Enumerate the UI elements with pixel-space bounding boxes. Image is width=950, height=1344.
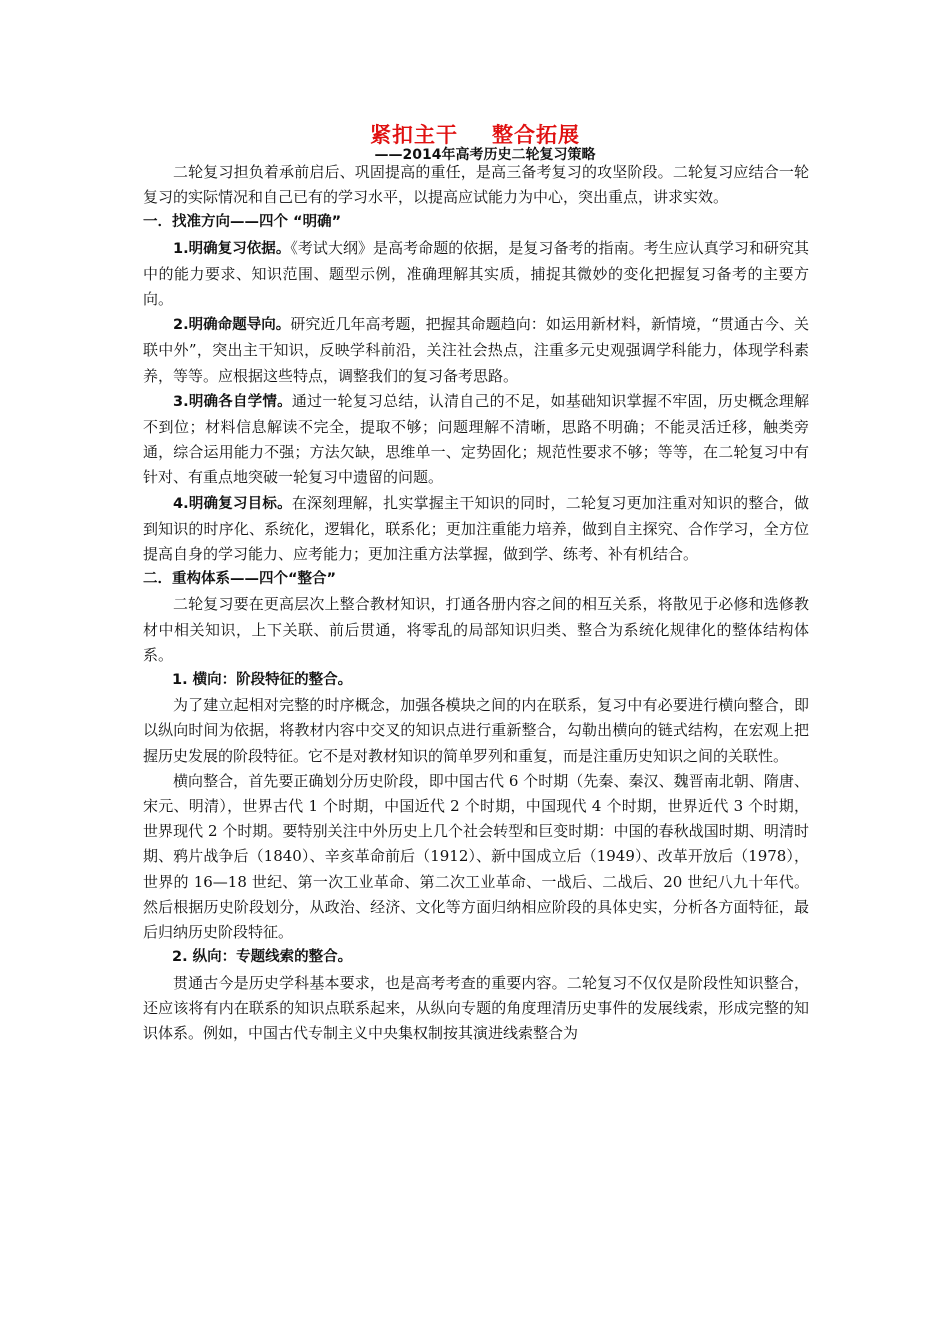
section-1-item-4: [143, 491, 809, 568]
item-lead: 3.明确各自学情。: [173, 393, 292, 410]
item-lead: 2.明确命题导向。: [173, 317, 291, 334]
section-1-item-3: [143, 389, 809, 491]
item-text: 《考试大纲》是高考命题的依据，是复习备考的指南。考生应认真学习和研究其中的能力要求、知识范围、题型示例，准确理解其实质，捕捉其微妙的变化把握复习备考的主要方向。: [143, 238, 809, 309]
title-part-2: 整合拓展: [492, 123, 580, 147]
section-2-heading: 二．重构体系——四个“整合”: [143, 571, 337, 588]
intro-paragraph: 二轮复习担负着承前启后、巩固提高的重任，是高三备考复习的攻坚阶段。二轮复习应结合一轮复习的实际情况和自己已有的学习水平，以提高应试能力为中心，突出重点，讲求实效。: [143, 163, 809, 207]
subsection-2-heading: 2. 纵向：专题线索的整合。: [172, 949, 353, 966]
section-2-intro: 二轮复习要在更高层次上整合教材知识，打通各册内容之间的相互关系，将散见于必修和选修教材中相关知识，上下关联、前后贯通，将零乱的局部知识归类、整合为系统化规律化的整体结构体系。: [143, 595, 809, 664]
subsection-1-paragraph-2: 横向整合，首先要正确划分历史阶段，即中国古代 6 个时期（先秦、秦汉、魏晋南北朝、隋唐、宋元、明清），世界古代 1 个时期，中国近代 2 个时期，中国现代 4 个时期，世界近代 3 个时期，世界现代 2 个时期。要特别关注中外历史上几个社会转型和巨变时期：中国的春秋战国时期、明清时期、鸦片战争后（1840）、辛亥革命前后（1912）、新中国成立后（1949）、改革开放后（1978），世界的 16—18 世纪、第一次工业革命、第二次工业革命、一战后、二战后、20 世纪八九十年代。然后根据历史阶段划分，从政治、经济、文化等方面归纳相应阶段的具体史实，分析各方面特征，最后归纳历史阶段特征。: [143, 771, 809, 942]
section-1-item-1: [143, 236, 809, 313]
item-text: 研究近几年高考题，把握其命题趋向：如运用新材料，新情境，“贯通古今、关联中外”，突出主干知识，反映学科前沿，关注社会热点，注重多元史观强调学科能力，体现学科素养，等等。应根据这些特点，调整我们的复习备考思路。: [143, 315, 809, 385]
item-lead: 4.明确复习目标。: [173, 495, 292, 512]
item-lead: 1.明确复习依据。: [173, 240, 291, 257]
subsection-1-paragraph-1: 为了建立起相对完整的时序概念，加强各模块之间的内在联系，复习中有必要进行横向整合，即以纵向时间为依据，将教材内容中交叉的知识点进行重新整合，勾勒出横向的链式结构，在宏观上把握历史发展的阶段特征。它不是对教材知识的简单罗列和重复，而是注重历史知识之间的关联性。: [143, 696, 809, 765]
item-text: 通过一轮复习总结，认清自己的不足，如基础知识掌握不牢固，历史概念理解不到位；材料信息解读不完全，提取不够；问题理解不清晰，思路不明确；不能灵活迁移，触类旁通，综合运用能力不强；方法欠缺，思维单一、定势固化；规范性要求不够；等等，在二轮复习中有针对、有重点地突破一轮复习中遗留的问题。: [143, 391, 809, 487]
document-body: [143, 160, 809, 1046]
subsection-2-paragraph-1: 贯通古今是历史学科基本要求，也是高考考查的重要内容。二轮复习不仅仅是阶段性知识整合，还应该将有内在联系的知识点联系起来，从纵向专题的角度理清历史事件的发展线索，形成完整的知识体系。例如，中国古代专制主义中央集权制按其演进线索整合为: [143, 973, 809, 1042]
section-1-heading: 一．找准方向——四个 “明确”: [143, 214, 342, 231]
section-1-item-2: [143, 312, 809, 389]
title-part-1: 紧扣主干: [370, 123, 458, 147]
page-subtitle: ——2014年高考历史二轮复习策略: [374, 147, 596, 163]
subsection-1-heading: 1. 横向：阶段特征的整合。: [172, 672, 353, 689]
item-text: 在深刻理解，扎实掌握主干知识的同时，二轮复习更加注重对知识的整合，做到知识的时序化、系统化，逻辑化，联系化；更加注重能力培养，做到自主探究、合作学习，全方位提高自身的学习能力、应考能力；更加注重方法掌握，做到学、练考、补有机结合。: [143, 493, 809, 564]
